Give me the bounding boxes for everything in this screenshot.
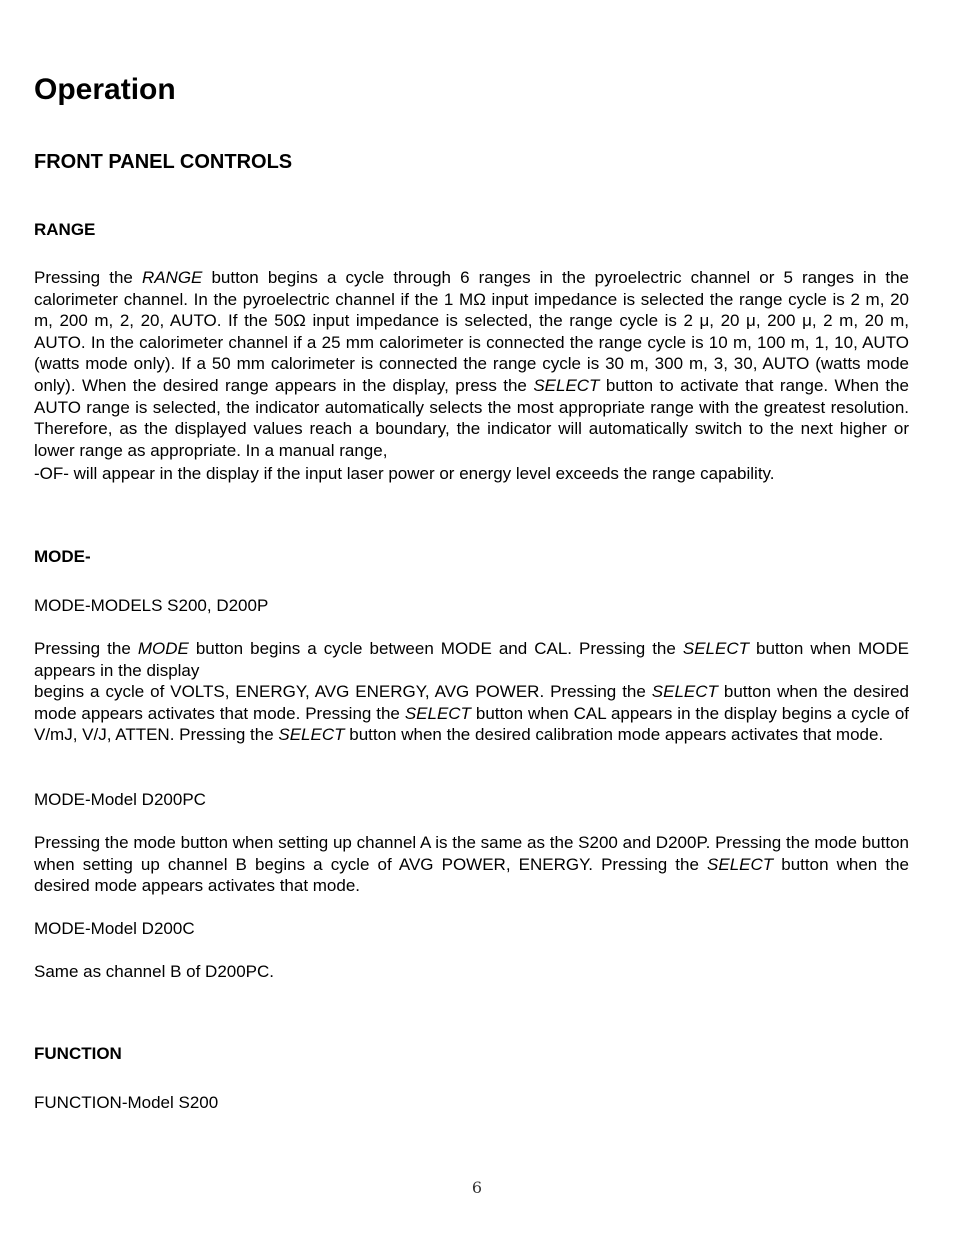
mode-models-s200-d200p: MODE-MODELS S200, D200P <box>34 596 269 615</box>
section-heading: FRONT PANEL CONTROLS <box>34 151 293 173</box>
function-model-s200: FUNCTION-Model S200 <box>34 1093 219 1112</box>
page-number: 6 <box>471 1178 483 1197</box>
range-overflow-note: -OF- will appear in the display if the input laser power or energy level exceeds the range capability. <box>34 464 775 483</box>
range-heading: RANGE <box>34 220 96 239</box>
mode-model-d200pc: MODE-Model D200PC <box>34 790 206 809</box>
mode-paragraph-3: Pressing the mode button when setting up channel A is the same as the S200 and D200P. Pressing the mode button when setting up channel B begins a cycle of AVG POWER, ENERGY. Pressing the SELECT button when the desired mode appears activates that mode. <box>34 833 909 896</box>
function-heading: FUNCTION <box>34 1044 122 1063</box>
mode-paragraph-2: begins a cycle of VOLTS, ENERGY, AVG ENERGY, AVG POWER. Pressing the SELECT button when the desired mode appears activates that mode. Pressing the SELECT button when CAL appears in the display begins a cycle of V/mJ, V/J, ATTEN. Pressing the SELECT button when the desired calibration mode appears activates that mode. <box>34 682 909 745</box>
range-paragraph: Pressing the RANGE button begins a cycle through 6 ranges in the pyroelectric channel or 5 ranges in the calorimeter channel. In the pyroelectric channel if the 1 MΩ input impedance is selected the range cycle is 2 m, 20 m, 200 m, 2, 20, AUTO. If the 50Ω input impedance is selected, the range cycle is 2 μ, 20 μ, 200 μ, 2 m, 20 m, AUTO. In the calorimeter channel if a 25 mm calorimeter is connected the range cycle is 10 m, 100 m, 1, 10, AUTO (watts mode only). If a 50 mm calorimeter is connected the range cycle is 30 m, 300 m, 3, 30, AUTO (watts mode only). When the desired range appears in the display, press the SELECT button to activate that range. When the AUTO range is selected, the indicator automatically selects the most appropriate range with the greatest resolution. Therefore, as the displayed values reach a boundary, the indicator will automatically switch to the next higher or lower range as appropriate. In a manual range, <box>34 268 909 460</box>
mode-paragraph-4: Same as channel B of D200PC. <box>34 962 275 981</box>
page-title: Operation <box>34 73 176 106</box>
mode-paragraph-1: Pressing the MODE button begins a cycle between MODE and CAL. Pressing the SELECT button when MODE appears in the display <box>34 639 909 680</box>
mode-model-d200c: MODE-Model D200C <box>34 919 195 938</box>
mode-heading: MODE- <box>34 547 91 566</box>
